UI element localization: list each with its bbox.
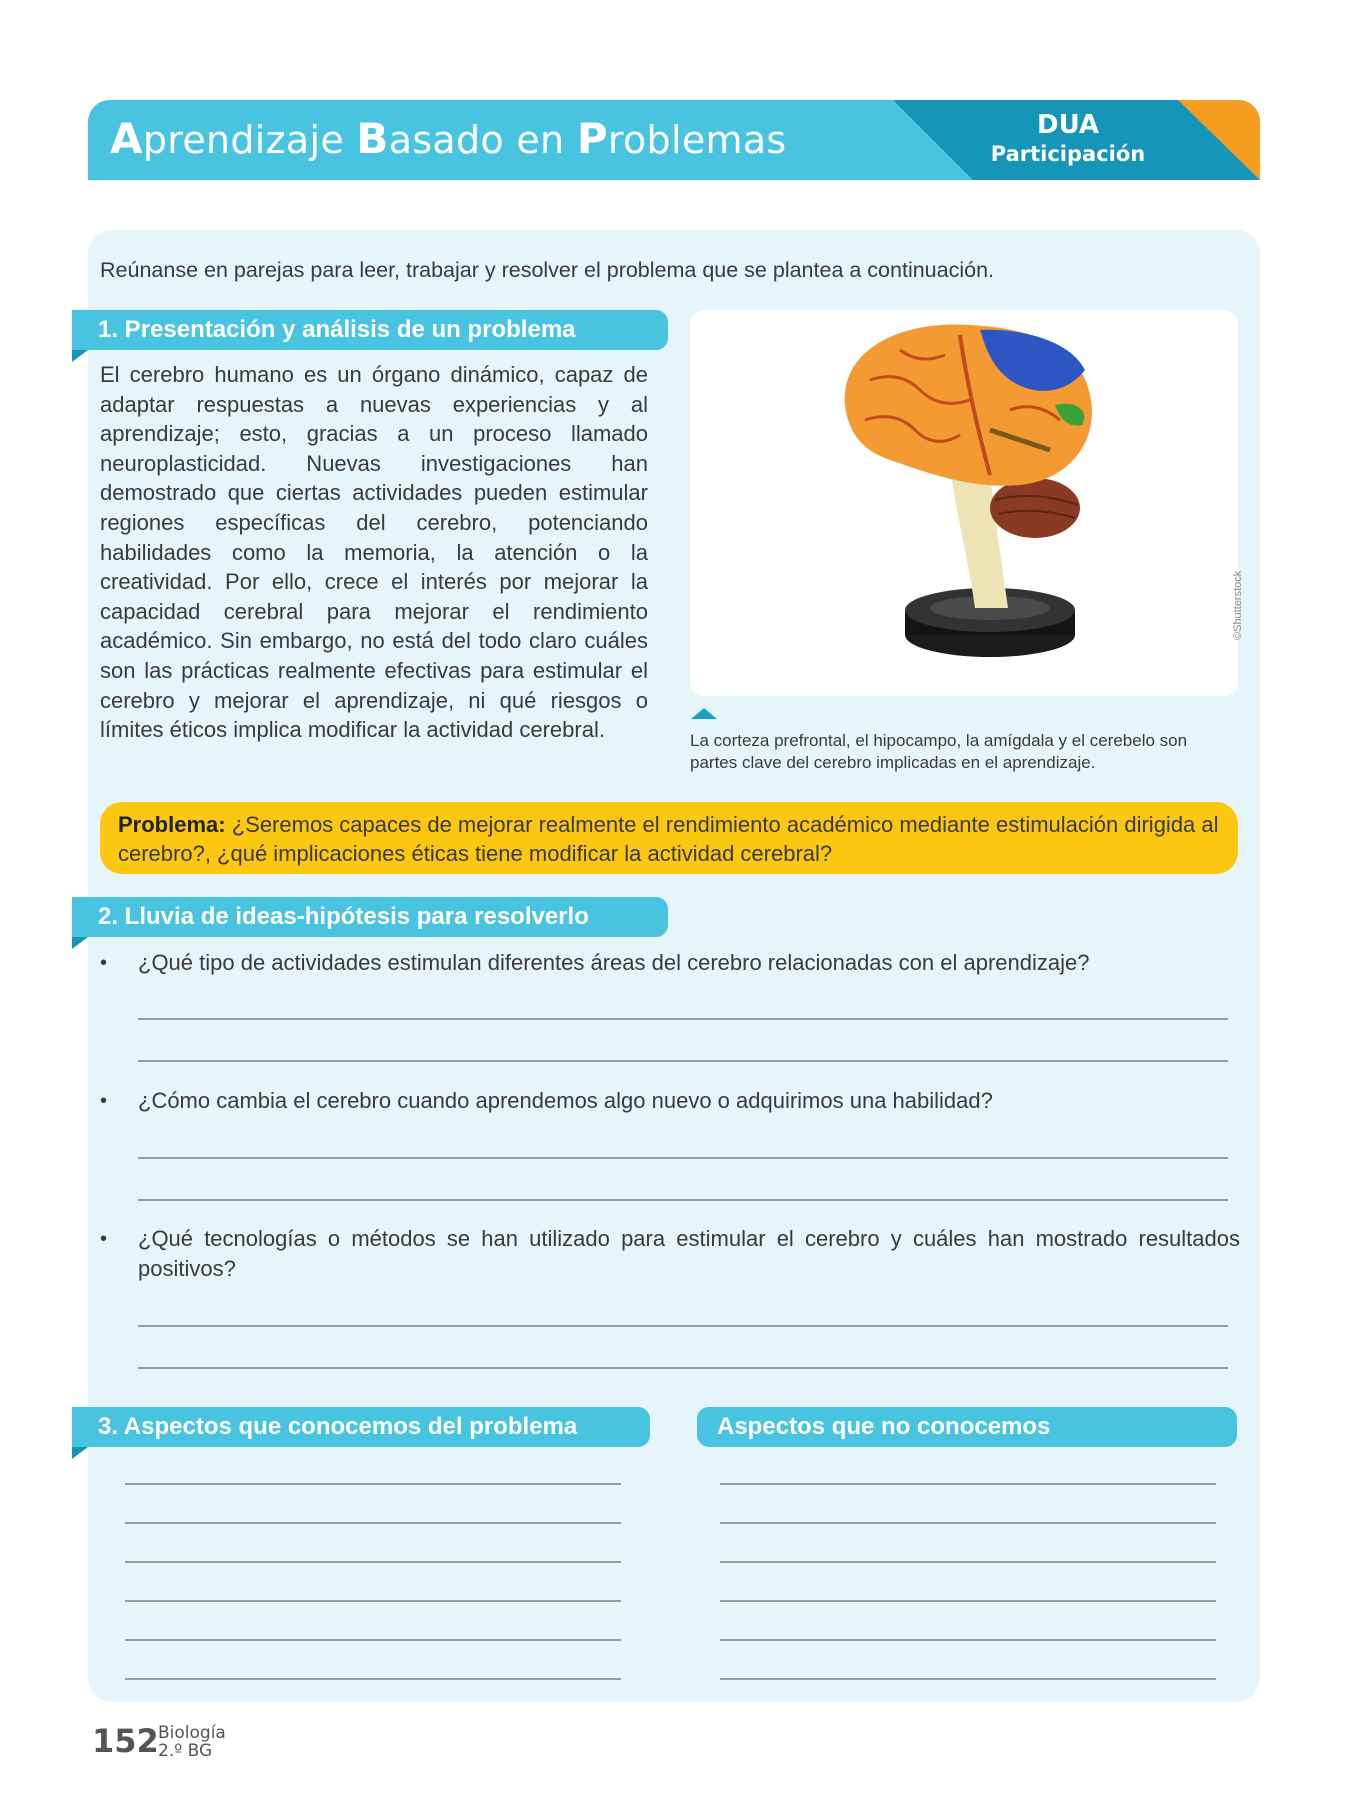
question-2-text: ¿Cómo cambia el cerebro cuando aprendemos algo nuevo o adquirimos una habilidad? xyxy=(138,1088,993,1113)
section-2-heading: 2. Lluvia de ideas-hipótesis para resolverlo xyxy=(72,897,668,937)
figure-caption: La corteza prefrontal, el hipocampo, la amígdala y el cerebelo son partes clave del cerebro implicadas en el aprendizaje. xyxy=(690,731,1188,772)
answer-line[interactable] xyxy=(720,1678,1216,1680)
caption-marker-icon xyxy=(691,708,717,719)
answer-line[interactable] xyxy=(720,1600,1216,1602)
title-rest-3: roblemas xyxy=(607,118,787,162)
photo-credit: ©Shutterstock xyxy=(1232,570,1244,640)
page-title xyxy=(110,114,787,163)
answer-line[interactable] xyxy=(138,1199,1228,1201)
problem-label: Problema: xyxy=(118,812,226,837)
title-rest-2: asado en xyxy=(388,118,577,162)
bullet: • xyxy=(100,1090,108,1112)
section-1-heading: 1. Presentación y análisis de un problema xyxy=(72,310,668,350)
answer-line[interactable] xyxy=(125,1639,621,1641)
brain-model-illustration xyxy=(690,310,1238,696)
dua-subtitle: Participación xyxy=(990,142,1146,166)
answer-line[interactable] xyxy=(138,1367,1228,1369)
answer-line[interactable] xyxy=(138,1060,1228,1062)
title-rest-1: prendizaje xyxy=(142,118,357,162)
page-subject xyxy=(158,1724,226,1760)
section-3-heading: 3. Aspectos que conocemos del problema xyxy=(72,1407,650,1447)
intro-text: Reúnanse en parejas para leer, trabajar y resolver el problema que se plantea a continuación. xyxy=(100,258,995,282)
answer-line[interactable] xyxy=(720,1639,1216,1641)
answer-line[interactable] xyxy=(125,1561,621,1563)
title-cap-3: P xyxy=(576,114,608,163)
grade-level: 2.º BG xyxy=(158,1741,213,1761)
brain-model-figure xyxy=(690,310,1238,696)
answer-line[interactable] xyxy=(125,1483,621,1485)
title-cap-1: A xyxy=(110,114,143,163)
bullet: • xyxy=(100,1228,108,1250)
question-1-text: ¿Qué tipo de actividades estimulan diferentes áreas del cerebro relacionadas con el aprendizaje? xyxy=(138,950,1090,975)
answer-line[interactable] xyxy=(720,1483,1216,1485)
answer-line[interactable] xyxy=(125,1522,621,1524)
title-cap-2: B xyxy=(356,114,389,163)
question-2 xyxy=(100,1086,1240,1116)
answer-line[interactable] xyxy=(720,1522,1216,1524)
section-1-body: El cerebro humano es un órgano dinámico, capaz de adaptar respuestas a nuevas experiencias y al aprendizaje; esto, gracias a un proceso llamado neuroplasticidad. Nuevas investigaciones han demostrado que ciertas actividades pueden estimular regiones específicas del cerebro, potenciando habilidades como la memoria, la atención o la creatividad. Por ello, crece el interés por mejorar la capacidad cerebral para mejorar el rendimiento académico. Sin embargo, no está del todo claro cuáles son las prácticas realmente efectivas para estimular el cerebro y mejorar el aprendizaje, ni qué riesgos o límites éticos implica modificar la actividad cerebral. xyxy=(100,362,648,743)
problem-text: ¿Seremos capaces de mejorar realmente el rendimiento académico mediante estimulación dirigida al cerebro?, ¿qué implicaciones éticas tiene modificar la actividad cerebral? xyxy=(118,812,1219,866)
dua-title: DUA xyxy=(1036,110,1100,140)
question-3-text: ¿Qué tecnologías o métodos se han utilizado para estimular el cerebro y cuáles han mostrado resultados positivos? xyxy=(138,1226,1240,1281)
subject-name: Biología xyxy=(158,1723,226,1743)
bullet: • xyxy=(100,952,108,974)
question-1 xyxy=(100,948,1240,978)
answer-line[interactable] xyxy=(138,1157,1228,1159)
answer-line[interactable] xyxy=(720,1561,1216,1563)
answer-line[interactable] xyxy=(125,1600,621,1602)
question-3 xyxy=(100,1224,1240,1284)
unknown-aspects-heading: Aspectos que no conocemos xyxy=(697,1407,1237,1447)
page-number: 152 xyxy=(92,1722,159,1760)
problem-box xyxy=(100,802,1238,874)
dua-badge xyxy=(988,110,1148,168)
answer-line[interactable] xyxy=(138,1325,1228,1327)
header-banner xyxy=(88,100,1260,180)
answer-line[interactable] xyxy=(138,1018,1228,1020)
answer-line[interactable] xyxy=(125,1678,621,1680)
